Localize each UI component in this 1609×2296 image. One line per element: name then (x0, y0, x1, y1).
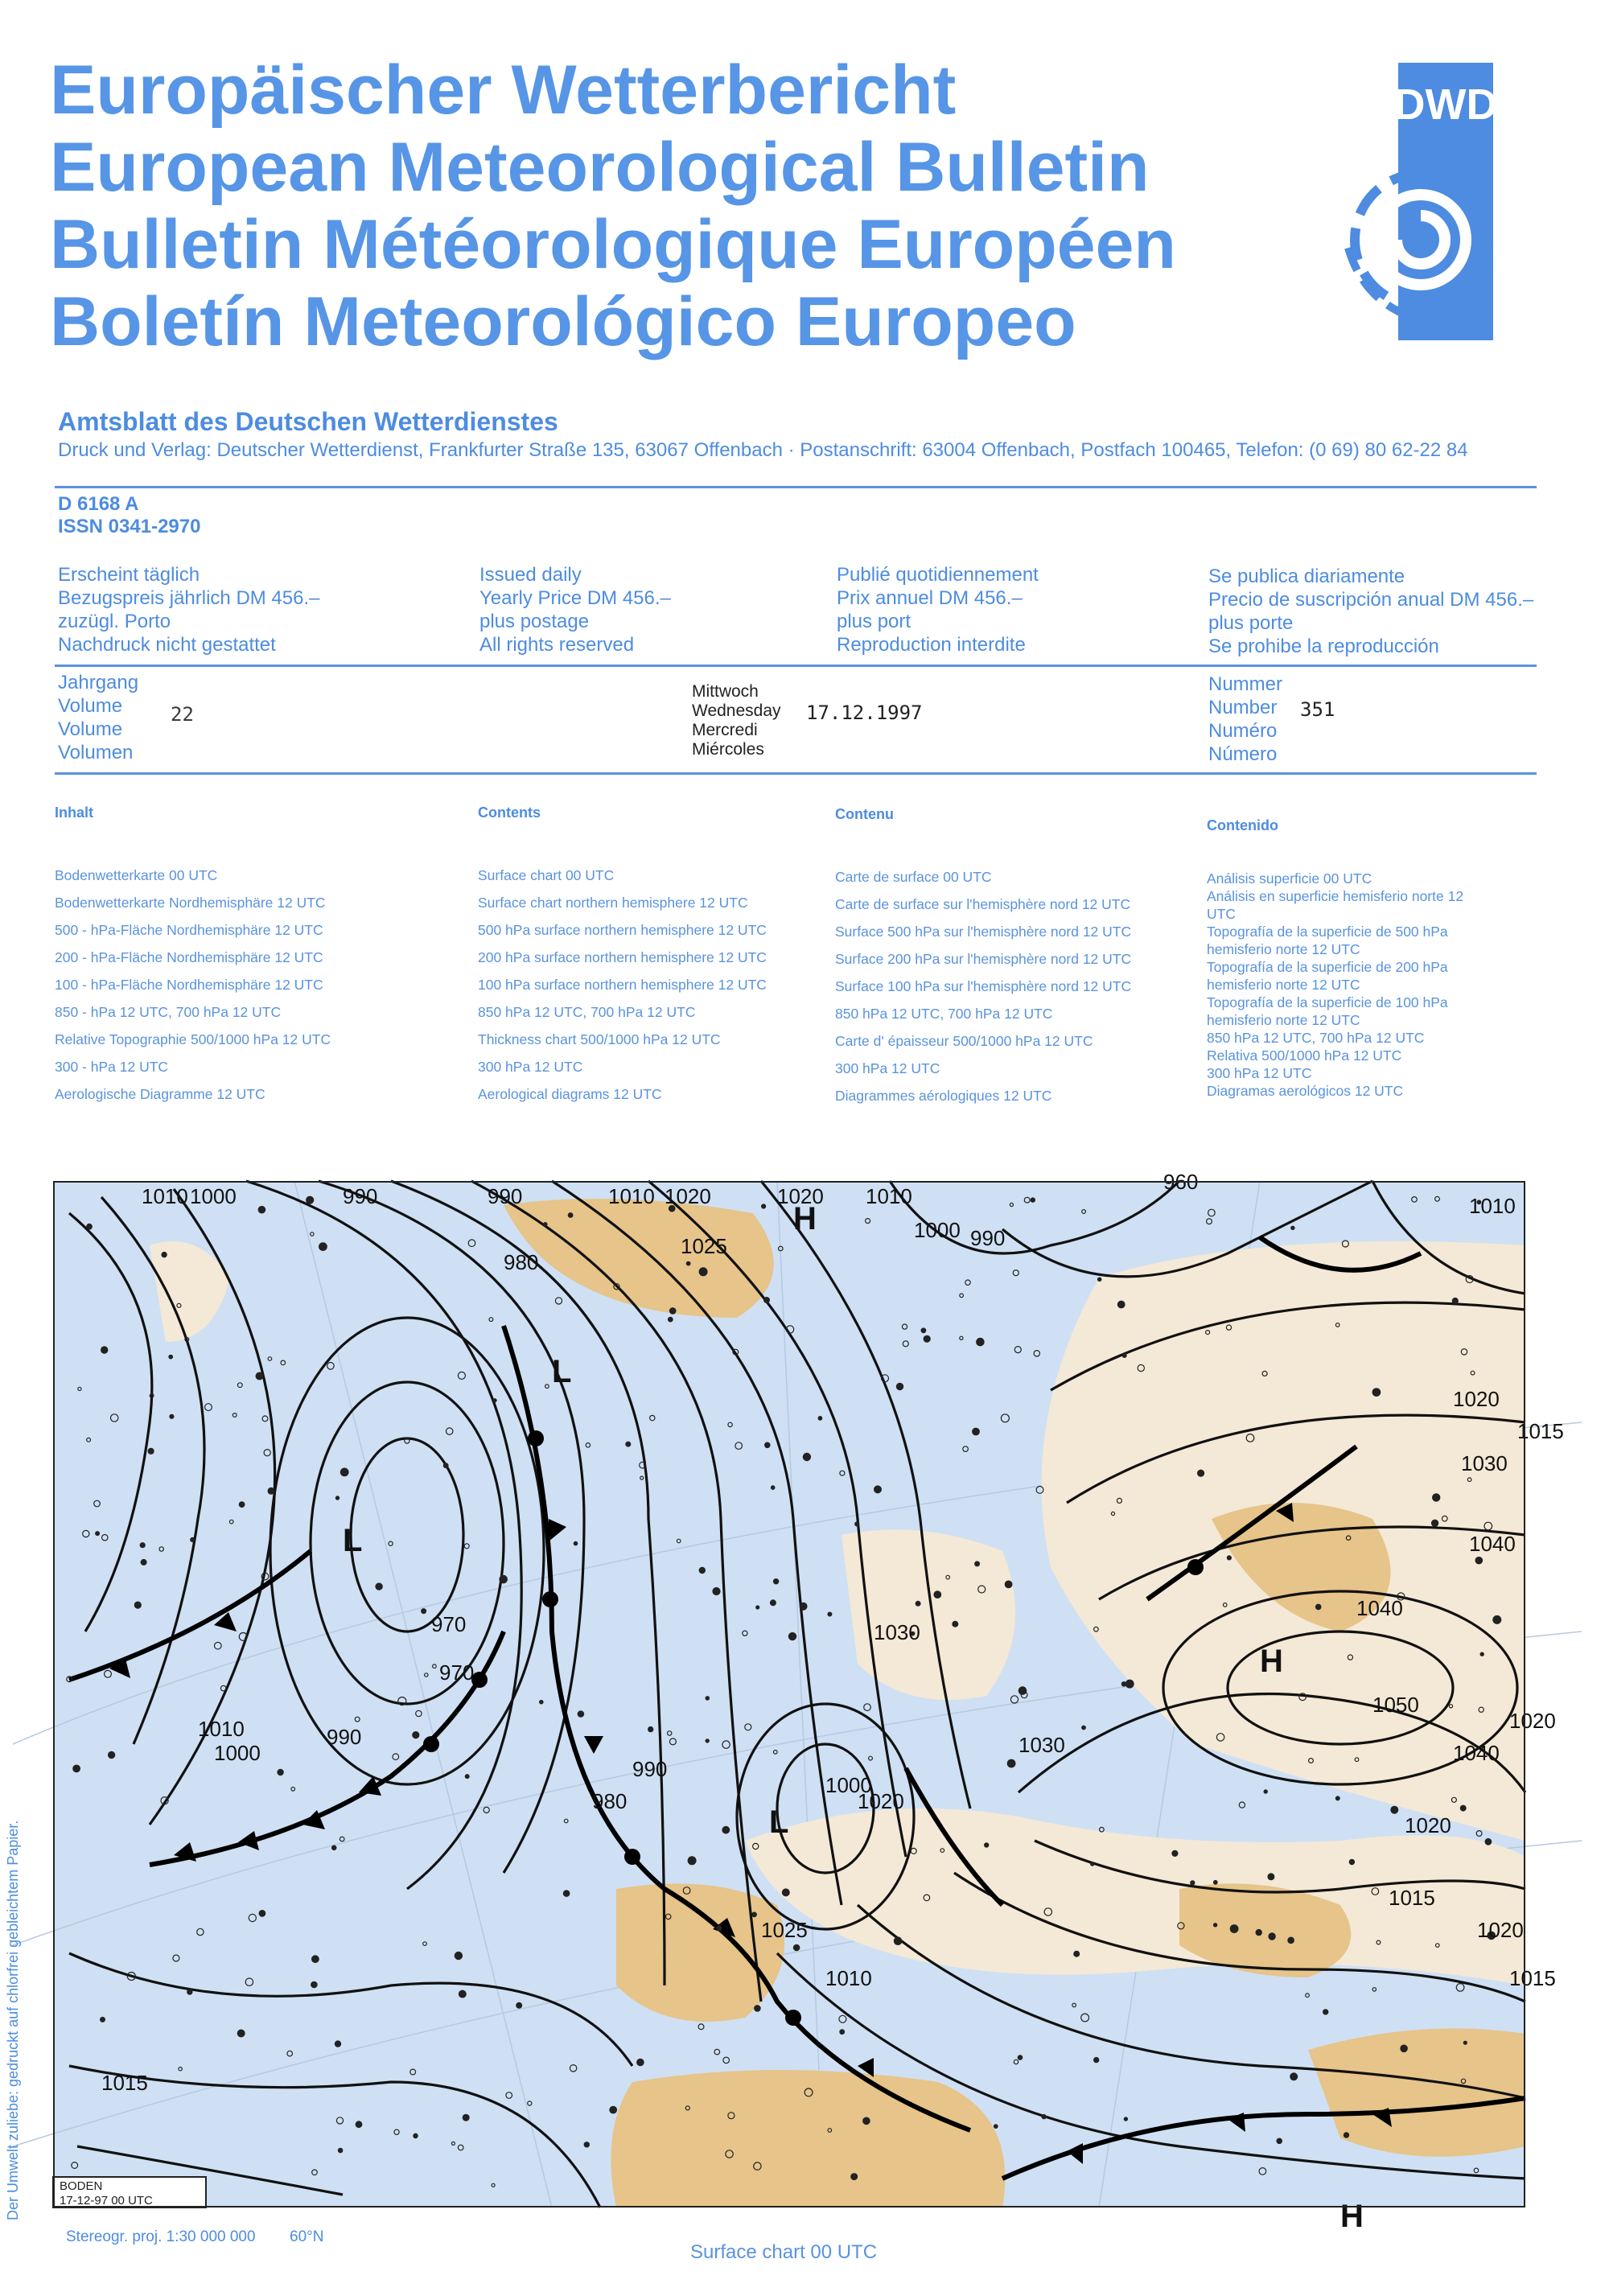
station-mark (973, 1428, 980, 1435)
station-mark (1485, 1839, 1492, 1845)
issue-line: Prix annuel DM 456.– (837, 587, 1023, 609)
contents-item: 300 - hPa 12 UTC (55, 1059, 169, 1075)
station-mark (1122, 1354, 1126, 1358)
isobar-label: 990 (488, 1184, 523, 1208)
station-mark (101, 1347, 108, 1353)
station-mark (1475, 1557, 1482, 1564)
station-mark (443, 1463, 448, 1468)
isobar-label: 1020 (665, 1184, 711, 1208)
isobar-label: 970 (431, 1612, 467, 1636)
station-mark (1290, 2073, 1298, 2080)
issue-line: Erscheint täglich (58, 564, 200, 586)
isobar-label: 1000 (214, 1741, 261, 1765)
volume-label: Volume (58, 695, 123, 717)
station-mark (793, 1944, 799, 1950)
station-mark (319, 1243, 327, 1251)
station-mark (688, 1857, 696, 1865)
issue-line: Nachdruck nicht gestattet (58, 634, 276, 656)
contents-item: Surface chart northern hemisphere 12 UTC (478, 895, 748, 911)
issn: ISSN 0341-2970 (58, 516, 201, 537)
isobar-label: 1015 (1517, 1419, 1564, 1443)
station-mark (148, 1448, 154, 1454)
issue-number: 351 (1300, 698, 1335, 721)
station-mark (774, 1579, 779, 1584)
station-mark (762, 1204, 766, 1208)
isobar-label: 990 (632, 1757, 668, 1781)
isobar-label: 1030 (1461, 1451, 1508, 1475)
station-mark (1269, 1933, 1275, 1940)
contents-item: Surface 500 hPa sur l'hemisphère nord 12 UTC (835, 924, 1132, 940)
station-mark (828, 1612, 832, 1616)
station-mark (921, 1328, 926, 1333)
station-mark (335, 2041, 340, 2047)
isobar-label: 1040 (1453, 1741, 1500, 1765)
surface-weather-map (53, 1170, 1564, 2234)
station-mark (1005, 1581, 1012, 1588)
number-label: Numéro (1208, 720, 1278, 742)
station-mark (851, 2174, 858, 2180)
map-stamp (53, 2177, 206, 2208)
station-mark (568, 1213, 573, 1218)
contents-item: 100 hPa surface northern hemisphere 12 UTC (478, 977, 767, 993)
contents-item: 500 hPa surface northern hemisphere 12 UTC (478, 922, 767, 938)
contents-item: 200 - hPa-Fläche Nordhemisphäre 12 UTC (55, 949, 323, 965)
station-mark (1401, 2045, 1407, 2051)
issue-line: Se publica diariamente (1208, 566, 1405, 587)
issue-info-es (1208, 565, 1533, 658)
isobar-label: 1025 (681, 1234, 727, 1258)
station-mark (459, 1990, 466, 1998)
station-mark (722, 1826, 730, 1833)
station-mark (540, 1701, 543, 1704)
station-mark (162, 1253, 167, 1257)
station-mark (1094, 2058, 1099, 2063)
isobar-label: 980 (504, 1250, 539, 1274)
contents-en (478, 804, 784, 1108)
station-mark (985, 1843, 989, 1847)
contents-item: Relativa 500/1000 hPa 12 UTC (1207, 1047, 1402, 1064)
dwd-logo-text: DWD (1393, 80, 1498, 129)
station-mark (1323, 2010, 1328, 2014)
contents-item: Thickness chart 500/1000 hPa 12 UTC (478, 1031, 721, 1047)
isobar-label: 1000 (825, 1773, 872, 1797)
contents-item: Surface chart 00 UTC (478, 867, 615, 883)
dwd-logo (1300, 63, 1501, 344)
isobar-label: 1010 (866, 1184, 912, 1208)
station-mark (109, 1751, 115, 1758)
station-mark (312, 1956, 319, 1963)
station-mark (258, 1207, 265, 1213)
station-mark (1256, 1930, 1261, 1936)
isobar-label: 990 (327, 1725, 362, 1749)
title-german: Europäischer Wetterbericht (50, 51, 957, 129)
map-caption: Surface chart 00 UTC (690, 2241, 878, 2263)
isobar-label: 1015 (1509, 1966, 1556, 1990)
station-mark (1493, 1616, 1501, 1624)
contents-item: 850 - hPa 12 UTC, 700 hPa 12 UTC (55, 1004, 282, 1020)
station-mark (1391, 1806, 1398, 1813)
title-spanish: Boletín Meteorológico Europeo (50, 283, 1076, 360)
station-mark (771, 1600, 776, 1606)
station-mark (1214, 1924, 1217, 1927)
station-mark (259, 1911, 265, 1917)
contents-item: 850 hPa 12 UTC, 700 hPa 12 UTC (478, 1004, 696, 1020)
volume-labels (58, 671, 138, 764)
contents-item: 850 hPa 12 UTC, 700 hPa 12 UTC (835, 1006, 1053, 1022)
isobar-label: 960 (1163, 1170, 1199, 1194)
contents-item: Carte de surface sur l'hemisphère nord 12 UTC (835, 896, 1131, 912)
contents-item: Diagramas aerológicos 12 UTC (1207, 1083, 1404, 1099)
weekday-label: Miércoles (692, 740, 764, 759)
divider (55, 772, 1537, 775)
isobar-label: 1020 (1477, 1918, 1524, 1942)
number-label: Nummer (1208, 673, 1283, 695)
station-mark (311, 1981, 317, 1987)
station-mark (1227, 1556, 1231, 1560)
isobar-label: 1020 (858, 1789, 904, 1813)
contents-item: Carte de surface 00 UTC (835, 869, 992, 885)
station-mark (1230, 1925, 1238, 1933)
station-mark (1349, 1859, 1354, 1864)
station-mark (239, 1502, 245, 1508)
contents-heading: Contenido (1207, 817, 1278, 833)
station-mark (717, 1926, 722, 1931)
issue-info-fr (837, 563, 1039, 656)
number-labels (1208, 673, 1282, 766)
isobar-label: 990 (970, 1226, 1006, 1250)
station-mark (706, 1697, 709, 1700)
issue-line: All rights reserved (479, 634, 635, 656)
station-mark (1125, 1680, 1134, 1688)
station-mark (1191, 1881, 1195, 1885)
station-mark (338, 2148, 342, 2152)
contents-item: Relative Topographie 500/1000 hPa 12 UTC (55, 1031, 331, 1047)
station-mark (626, 1442, 631, 1446)
station-mark (1098, 1278, 1101, 1281)
station-mark (699, 1268, 707, 1276)
contents-item: 500 - hPa-Fläche Nordhemisphäre 12 UTC (55, 922, 323, 938)
issue-info-en (479, 563, 671, 656)
isobar-label: 1000 (914, 1218, 961, 1242)
issue-date: 17.12.1997 (806, 702, 923, 724)
station-mark (544, 1223, 547, 1226)
issue-line: zuzügl. Porto (58, 611, 171, 632)
station-mark (1372, 1389, 1381, 1397)
isobar-label: 1000 (190, 1184, 237, 1208)
contents-item: Aerologische Diagramme 12 UTC (55, 1086, 265, 1102)
issue-line: plus postage (479, 611, 590, 632)
station-mark (1277, 2138, 1282, 2143)
contents-de (55, 804, 360, 1108)
contents-item: Topografía de la superficie de 200 hPa hemisferio norte 12 UTC (1207, 959, 1448, 993)
station-mark (87, 1224, 93, 1229)
issue-line: plus port (837, 611, 911, 632)
isobar-label: 1010 (825, 1966, 872, 1990)
volume-label: Volumen (58, 742, 134, 763)
isobar-label: 1040 (1356, 1596, 1403, 1620)
volume-label: Jahrgang (58, 672, 139, 693)
publisher-line: Druck und Verlag: Deutscher Wetterdienst, Frankfurter Straße 135, 63067 Offenbach · Postanschrift: 63004 Offenbach, Postfach 100465, Telefon: (0 69) 80 62-22 84 (58, 439, 1468, 461)
station-mark (863, 2117, 870, 2124)
number-label: Number (1208, 697, 1278, 718)
isobar-label: 1030 (1018, 1733, 1065, 1757)
station-mark (500, 1575, 507, 1582)
station-mark (134, 1602, 141, 1608)
issue-info-de (58, 563, 320, 656)
contents-item: Topografía de la superficie de 100 hPa hemisferio norte 12 UTC (1207, 994, 1448, 1028)
weekday-label: Wednesday (692, 702, 781, 720)
station-mark (1432, 1520, 1438, 1526)
isobar-label: 1010 (1469, 1194, 1516, 1218)
stamp-date: 17-12-97 00 UTC (60, 2194, 153, 2208)
station-mark (1018, 2055, 1022, 2059)
station-mark (278, 1769, 283, 1775)
isobar-label: 1050 (1372, 1693, 1419, 1717)
official-gazette: Amtsblatt des Deutschen Wetterdienstes (58, 407, 558, 436)
station-mark (1117, 1301, 1125, 1308)
weekday-label: Mittwoch (692, 682, 759, 701)
isobar-label: 1010 (608, 1184, 655, 1208)
station-mark (772, 1486, 775, 1489)
contents-heading: Inhalt (55, 804, 93, 821)
station-mark (924, 1335, 930, 1342)
station-mark (818, 1417, 822, 1421)
station-mark (356, 2121, 362, 2128)
weather-map-canvas (53, 1170, 1564, 2234)
station-mark (977, 1338, 984, 1345)
station-mark (169, 1355, 173, 1359)
station-mark (713, 1588, 720, 1595)
contents-item: Diagrammes aérologiques 12 UTC (835, 1088, 1052, 1104)
station-mark (953, 1621, 958, 1627)
station-mark (765, 1442, 770, 1447)
station-mark (307, 1196, 314, 1204)
contents-item: Aerological diagrams 12 UTC (478, 1086, 662, 1102)
station-mark (764, 1298, 770, 1303)
contents-heading: Contents (478, 804, 541, 821)
pressure-centre-label: H (793, 1201, 817, 1236)
station-mark (686, 1261, 690, 1265)
station-mark (637, 2059, 644, 2065)
isobar-label: 1030 (874, 1620, 920, 1644)
station-mark (413, 1732, 419, 1738)
station-mark (1460, 1805, 1466, 1811)
station-mark (516, 2002, 522, 2008)
station-mark (256, 1372, 263, 1380)
contents-heading: Contenu (835, 806, 894, 822)
contents-item: Surface 100 hPa sur l'hemisphère nord 12 UTC (835, 978, 1132, 994)
station-mark (376, 1583, 382, 1590)
isobar-label: 990 (343, 1184, 378, 1208)
station-mark (1433, 1494, 1440, 1501)
station-mark (1316, 1604, 1321, 1609)
station-mark (187, 1989, 192, 1994)
isobar-label: 1020 (1453, 1387, 1500, 1411)
station-mark (1344, 2133, 1348, 2138)
station-mark (756, 1606, 759, 1609)
contents-item: 300 hPa 12 UTC (478, 1059, 583, 1075)
weekday-labels (692, 682, 781, 759)
station-mark (335, 1496, 339, 1500)
issue-line: Precio de suscripción anual DM 456.– (1208, 589, 1534, 611)
contents-item: 100 - hPa-Fläche Nordhemisphäre 12 UTC (55, 977, 323, 993)
contents-item: 300 hPa 12 UTC (1207, 1065, 1312, 1081)
weekday-label: Mercredi (692, 721, 758, 739)
contents-item: Bodenwetterkarte Nordhemisphäre 12 UTC (55, 895, 326, 911)
station-mark (706, 1739, 709, 1743)
station-mark (1288, 1937, 1294, 1943)
station-mark (610, 2106, 617, 2113)
station-mark (414, 2133, 418, 2138)
station-mark (1268, 1874, 1274, 1880)
pressure-centre-label: H (1260, 1644, 1283, 1679)
station-mark (670, 1308, 676, 1314)
title-french: Bulletin Météorologique Européen (50, 206, 1176, 283)
station-mark (455, 1952, 462, 1959)
projection-note: Stereogr. proj. 1:30 000 000 (66, 2228, 256, 2245)
station-mark (1335, 1796, 1339, 1800)
issue-line: Publié quotidiennement (837, 564, 1039, 586)
station-mark (463, 2114, 469, 2121)
issue-line: Reproduction interdite (837, 634, 1026, 656)
stamp-title: BODEN (60, 2179, 103, 2193)
station-mark (1264, 1790, 1267, 1793)
contents-item: 200 hPa surface northern hemisphere 12 UTC (478, 949, 767, 965)
divider (55, 486, 1537, 488)
station-mark (1452, 1298, 1458, 1304)
doc-code: D 6168 A (58, 493, 139, 515)
title-english: European Meteorological Bulletin (50, 129, 1150, 206)
station-mark (584, 2142, 589, 2147)
isobar-label: 1015 (1389, 1886, 1435, 1910)
station-mark (669, 1317, 673, 1322)
contents-item: 850 hPa 12 UTC, 700 hPa 12 UTC (1207, 1030, 1425, 1046)
station-mark (1480, 1652, 1483, 1656)
pressure-centre-label: L (769, 1804, 789, 1840)
station-mark (855, 1522, 859, 1526)
station-mark (1074, 1951, 1080, 1957)
isobar-label: 1010 (198, 1717, 245, 1741)
station-mark (73, 1765, 80, 1772)
volume-value: 22 (171, 703, 194, 726)
station-mark (101, 2018, 105, 2022)
station-mark (141, 1560, 146, 1566)
station-mark (894, 1937, 901, 1944)
station-mark (563, 1891, 569, 1896)
station-mark (1172, 1850, 1178, 1856)
station-mark (578, 1711, 583, 1717)
isobar-label: 1020 (1405, 1813, 1451, 1837)
station-mark (191, 1537, 195, 1541)
volume-label: Volume (58, 718, 123, 740)
isobar-label: 970 (439, 1660, 475, 1685)
station-mark (96, 1532, 100, 1536)
environment-note: Der Umwelt zuliebe: gedruckt auf chlorfrei gebleichtem Papier. (5, 1820, 21, 2220)
station-mark (1007, 1759, 1015, 1767)
station-mark (268, 1487, 274, 1494)
station-mark (934, 1591, 941, 1599)
station-mark (574, 1541, 577, 1545)
pressure-centre-label: L (343, 1523, 363, 1558)
isobar-label: 1015 (101, 2071, 148, 2095)
station-mark (340, 1468, 348, 1476)
station-mark (896, 1383, 903, 1389)
station-mark (800, 1603, 807, 1610)
isobar-label: 1040 (1469, 1532, 1516, 1556)
station-mark (170, 1414, 174, 1418)
contents-fr (835, 806, 1173, 1109)
station-mark (752, 1912, 757, 1917)
contents-item: Bodenwetterkarte 00 UTC (55, 867, 218, 883)
station-mark (975, 1562, 980, 1566)
station-mark (994, 2125, 998, 2129)
station-mark (422, 1609, 426, 1614)
issue-line: Issued daily (479, 564, 582, 586)
contents-es (1207, 817, 1472, 1100)
station-mark (332, 1845, 336, 1850)
issue-line: Se prohibe la reproducción (1208, 636, 1439, 657)
station-mark (1082, 1726, 1086, 1730)
station-mark (1042, 2115, 1046, 2119)
contents-item: Análisis superficie 00 UTC (1207, 870, 1372, 887)
isobar-label: 1025 (761, 1918, 808, 1942)
station-mark (1124, 2117, 1127, 2121)
station-mark (493, 1399, 496, 1402)
pressure-centre-label: L (552, 1354, 572, 1389)
station-mark (1031, 1198, 1035, 1202)
latitude-note: 60°N (290, 2228, 324, 2245)
isobar-label: 980 (592, 1789, 628, 1813)
issue-line: plus porte (1208, 612, 1294, 634)
station-mark (1463, 2041, 1467, 2044)
isobar-label: 1010 (142, 1184, 188, 1208)
station-mark (916, 1601, 920, 1606)
station-mark (140, 1543, 145, 1548)
number-label: Número (1208, 743, 1278, 765)
station-mark (1214, 1881, 1218, 1885)
pressure-centre-label: H (1340, 2199, 1364, 2234)
station-mark (840, 2030, 845, 2035)
station-mark (874, 1486, 882, 1493)
divider (55, 665, 1537, 667)
issue-line: Bezugspreis jährlich DM 456.– (58, 587, 320, 609)
station-mark (648, 1727, 653, 1732)
station-mark (1091, 1862, 1094, 1866)
issue-line: Yearly Price DM 456.– (479, 587, 671, 609)
station-mark (1018, 1687, 1026, 1694)
station-mark (237, 2030, 245, 2037)
station-mark (1291, 1226, 1294, 1229)
contents-item: 300 hPa 12 UTC (835, 1060, 940, 1076)
station-mark (803, 1453, 810, 1460)
station-mark (465, 1775, 469, 1779)
station-mark (699, 1567, 705, 1573)
station-mark (788, 1633, 796, 1640)
contents-item: Carte d' épaisseur 500/1000 hPa 12 UTC (835, 1033, 1093, 1049)
dwd-spiral-icon (1300, 63, 1501, 344)
station-mark (755, 2006, 760, 2011)
contents-item: Análisis en superficie hemisferio norte 12 UTC (1207, 888, 1464, 922)
isobar-label: 1020 (1509, 1709, 1556, 1733)
contents-item: Topografía de la superficie de 500 hPa hemisferio norte 12 UTC (1207, 924, 1448, 957)
station-mark (1198, 1470, 1204, 1476)
station-mark (782, 1889, 789, 1896)
isobar-label: 1020 (777, 1184, 824, 1208)
contents-item: Surface 200 hPa sur l'hemisphère nord 12 UTC (835, 951, 1132, 967)
